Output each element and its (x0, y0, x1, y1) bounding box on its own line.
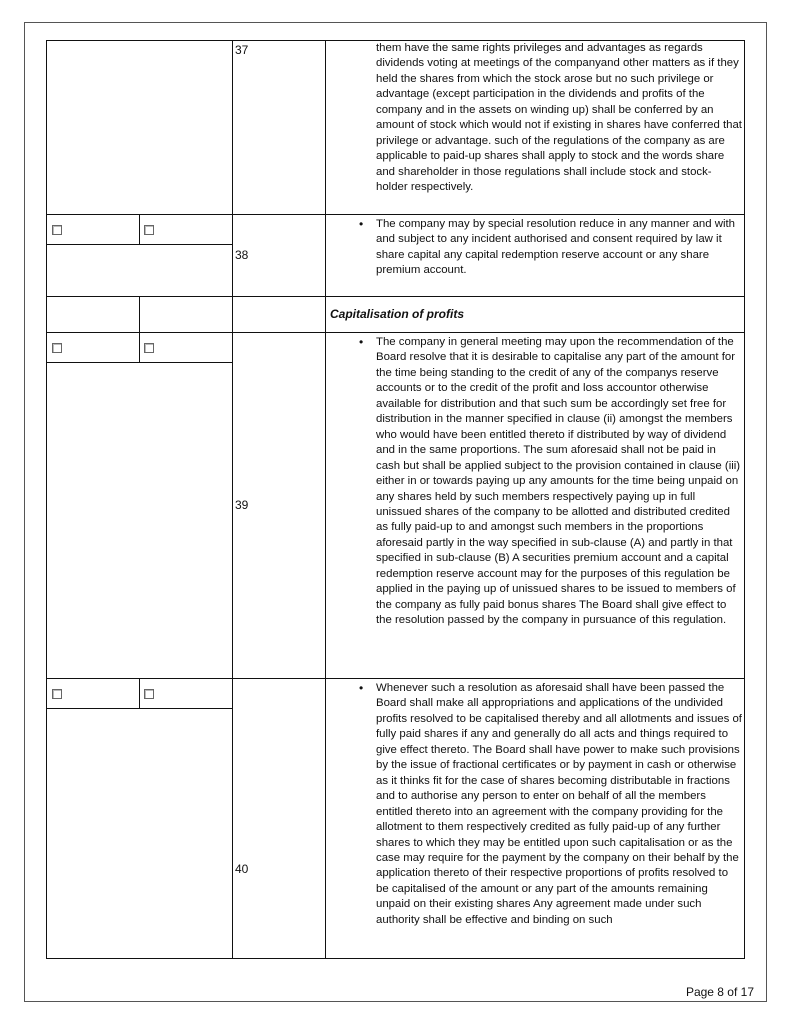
table-row-37 (47, 41, 744, 215)
checkbox-cell (139, 215, 232, 245)
checkbox-1[interactable] (52, 689, 62, 699)
regulation-text: Whenever such a resolution as aforesaid shall have been passed the Board shall make all appropriations and applications of the undivided profits resolved to be capitalised thereby and all allotments and issues of fully paid shares if any and generally do all acts and things required to give effect thereto. The Board shall have power to make such provisions by the issue of fractional certificates or by payment in cash or otherwise as it thinks fit for the case of shares becoming distributable in fractions and to authorise any person to enter on behalf of all the members entitled thereto into an agreement with the company providing for the allotment to them respectively credited as fully paid-up of any further shares to which they may be entitled upon such capitalisation or as the case may require for the payment by the company on their behalf by the application thereto of their respective proportions of profits resolved to be capitalised of the amount or any part of the amounts remaining unpaid on their existing shares Any agreement made under such authority shall be effective and binding on such (376, 682, 742, 926)
bullet-icon: • (359, 681, 364, 695)
regulation-text: The company may by special resolution reduce in any manner and with and subject to any incident authorised and consent required by law it share capital any capital redemption reserve account or any share premium account. (376, 218, 735, 277)
checkbox-cell (139, 333, 232, 363)
checkbox-cell (47, 679, 139, 709)
checkbox-1[interactable] (52, 343, 62, 353)
checkbox-cell (47, 215, 139, 245)
column-divider (325, 679, 326, 958)
checkbox-cell (139, 679, 232, 709)
column-divider (139, 297, 140, 332)
bullet-icon: • (359, 217, 364, 231)
checkbox-1[interactable] (52, 225, 62, 235)
section-heading: Capitalisation of profits (330, 307, 465, 321)
table-row-40 (47, 679, 744, 958)
column-divider (325, 215, 326, 296)
table-row-38 (47, 215, 744, 297)
column-divider (232, 679, 233, 958)
articles-table (46, 40, 745, 959)
page-number: Page 8 of 17 (685, 985, 754, 999)
checkbox-2[interactable] (144, 343, 154, 353)
table-row-39 (47, 333, 744, 679)
column-divider (232, 333, 233, 678)
column-divider (139, 215, 140, 245)
column-divider (232, 215, 233, 296)
regulation-number: 38 (235, 248, 249, 262)
section-heading-row (47, 297, 744, 333)
regulation-text: The company in general meeting may upon the recommendation of the Board resolve that it is desirable to capitalise any part of the amount for the time being standing to the credit of any of the companys reserve accounts or to the credit of the profit and loss accountor otherwise available for distribution and that such sum be accordingly set free for distribution in the manner specified in clause (ii) amongst the members who would have been entitled thereto if distributed by way of dividend and in the same proportions. The sum aforesaid shall not be paid in cash but shall be applied subject to the provision contained in clause (iii) either in or towards paying up any amounts for the time being unpaid on any shares held by such members respectively paying up in full unissued shares of the company to be allotted and distributed credited as fully paid-up to and amongst such members in the proportions aforesaid partly in the way specified in sub-clause (A) and partly in that specified in sub-clause (B) A securities premium account and a capital redemption reserve account may for the purposes of this regulation be applied in the paying up of unissued shares to be issued to members of the company as fully paid bonus shares The Board shall give effect to the resolution passed by the company in pursuance of this regulation. (376, 336, 741, 627)
regulation-text: them have the same rights privileges and advantages as regards dividends voting at meetings of the companyand other matters as if they held the shares from which the stock arose but no such privilege or advantage (except participation in the dividends and profits of the company and in the assets on winding up) shall be conferred by an amount of stock which would not if existing in shares have conferred that privilege or advantage. such of the regulations of the company as are applicable to paid-up shares shall apply to stock and the words share and shareholder in those regulations shall include stock and stock-holder respectively. (376, 42, 742, 194)
column-divider (232, 41, 233, 214)
column-divider (232, 297, 233, 332)
bullet-icon: • (359, 335, 364, 349)
checkbox-2[interactable] (144, 225, 154, 235)
checkbox-cell (47, 333, 139, 363)
regulation-number: 37 (235, 43, 249, 57)
column-divider (325, 333, 326, 678)
column-divider (139, 679, 140, 709)
column-divider (139, 333, 140, 363)
column-divider (325, 297, 326, 332)
checkbox-2[interactable] (144, 689, 154, 699)
column-divider (325, 41, 326, 214)
regulation-number: 39 (235, 498, 249, 512)
regulation-number: 40 (235, 862, 249, 876)
